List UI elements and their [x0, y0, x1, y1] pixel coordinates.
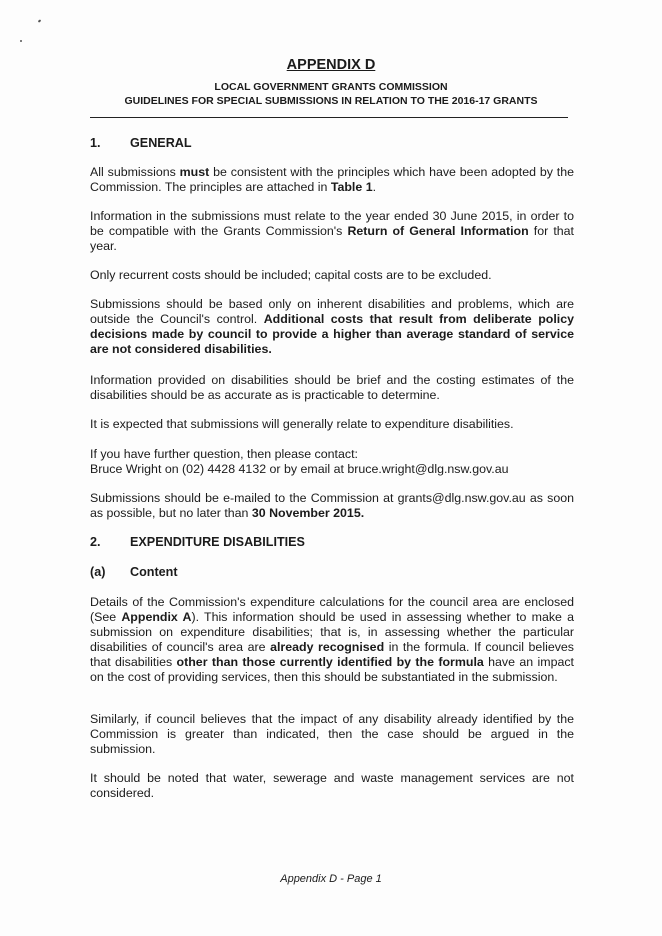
section-title: GENERAL: [130, 136, 192, 150]
paragraph-recurrent-costs: Only recurrent costs should be included; capital costs are to be excluded.: [90, 268, 492, 282]
contact-details: Bruce Wright on (02) 4428 4132 or by email at bruce.wright@dlg.nsw.gov.au: [90, 462, 509, 476]
paragraph-expected: It is expected that submissions will generally relate to expenditure disabilities.: [90, 417, 514, 431]
paragraph-excluded-services: It should be noted that water, sewerage and waste management services are not considered.: [90, 771, 574, 800]
subsection-title: Content: [130, 565, 178, 579]
contact-line: If you have further question, then please contact:: [90, 447, 358, 461]
section-1-heading: [90, 136, 192, 150]
paragraph-email-submission: Submissions should be e-mailed to the Commission at grants@dlg.nsw.gov.au as soon as possible, but no later than 30 November 2015.: [90, 491, 574, 520]
paragraph-contact: [90, 447, 574, 477]
section-2-heading: [90, 535, 305, 549]
paragraph-principles: All submissions must be consistent with the principles which have been adopted by the Commission. The principles are attached in Table 1.: [90, 165, 575, 194]
paragraph-year: Information in the submissions must relate to the year ended 30 June 2015, in order to be compatible with the Grants Commission's Return of General Information for that year.: [90, 209, 574, 253]
section-number: 1.: [90, 136, 101, 150]
paragraph-brief-information: Information provided on disabilities should be brief and the costing estimates of the disabilities should be as accurate as is practicable to determine.: [90, 373, 574, 402]
subsection-a-heading: [90, 565, 178, 579]
header-rule: [90, 117, 568, 118]
subtitle-commission: LOCAL GOVERNMENT GRANTS COMMISSION: [214, 81, 448, 93]
appendix-title: APPENDIX D: [286, 57, 376, 73]
paragraph-expenditure-calculations: Details of the Commission's expenditure calculations for the council area are enclosed (See Appendix A). This information should be used in assessing whether to make a submission on expenditure disabilities; that is, in assessing whether the particular disabilities of council's area are already recognised in the formula. If council believes that disabilities other than those currently identified by the formula have an impact on the cost of providing services, then this should be substantiated in the submission.: [90, 595, 575, 684]
paragraph-inherent-disabilities: Submissions should be based only on inherent disabilities and problems, which are outside the Council's control. Additional costs that result from deliberate policy decisions made by council to provide a higher than average standard of service are not considered disabilities.: [90, 297, 575, 356]
section-title: EXPENDITURE DISABILITIES: [130, 535, 305, 549]
subtitle-guidelines: GUIDELINES FOR SPECIAL SUBMISSIONS IN RELATION TO THE 2016-17 GRANTS: [124, 95, 538, 107]
scan-speck: [20, 40, 22, 42]
section-number: 2.: [90, 535, 101, 549]
subsection-number: (a): [90, 565, 106, 579]
page-footer: Appendix D - Page 1: [280, 873, 382, 885]
paragraph-disability-impact: Similarly, if council believes that the impact of any disability already identified by the Commission is greater than indicated, then the case should be argued in the submission.: [90, 712, 574, 756]
scan-speck: [38, 19, 42, 22]
